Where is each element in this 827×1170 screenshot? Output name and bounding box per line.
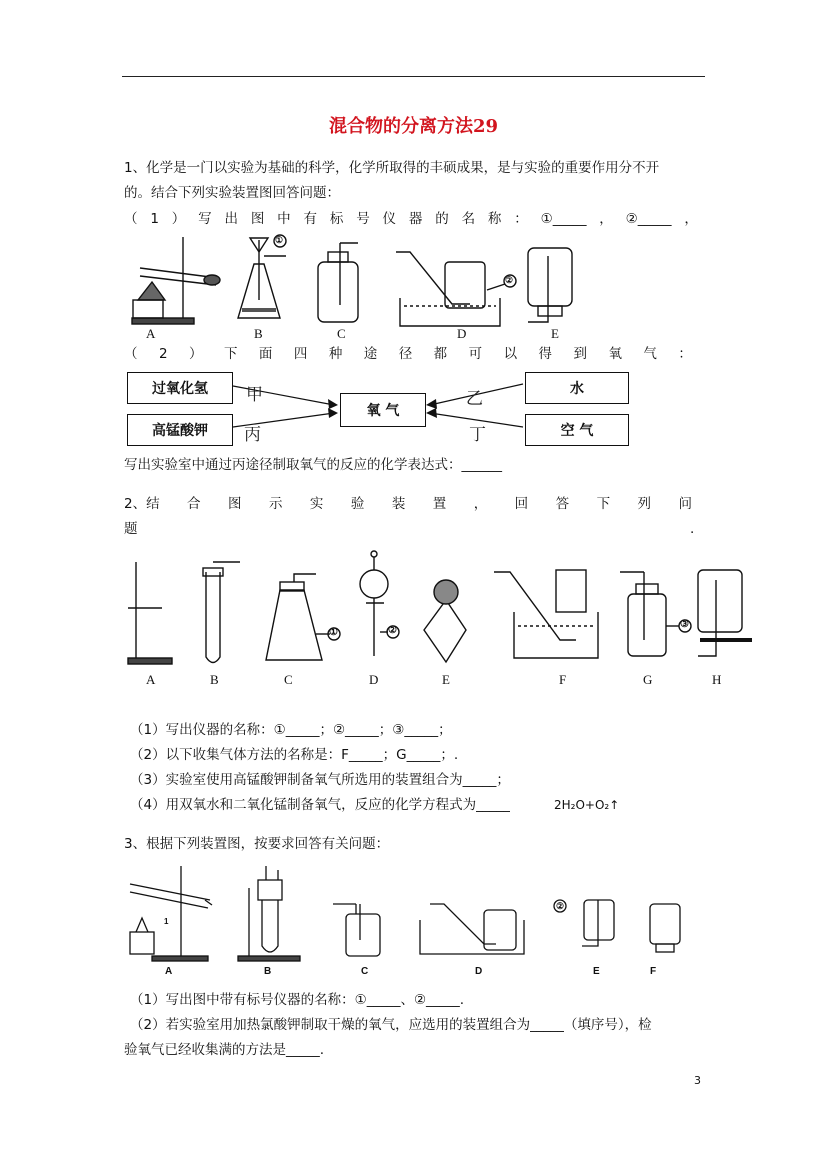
q2-line1-token: 图 [228,496,242,512]
q2-line1-token: 下 [596,496,611,512]
q1-sub2-token: 氧 [608,346,622,362]
route-bing: 丙 [244,425,261,445]
q2-line1 [124,494,692,514]
q2-item-4: （4）用双氧水和二氧化锰制备氧气，反应的化学方程式为_____ [130,797,510,813]
q1-sub1-token: 中 [277,211,291,227]
q1-sub2-token: 得 [538,346,553,362]
route-jia: 甲 [246,385,263,405]
q2-line1-token: 装 [391,496,406,512]
q1-sub1-token: ） [171,211,186,227]
q2-line1-token: 2、结 [124,496,160,512]
q3-item-2: （2）若实验室用加热氯酸钾制取干燥的氧气，应选用的装置组合为_____（填序号），检 [130,1017,652,1033]
q1-sub1-token: 标 [329,211,344,227]
q2-line1-token: 置 [432,496,447,512]
q1-sub2-token: 面 [258,346,273,362]
q1-sub2-token: 以 [503,346,518,362]
route-ding: 丁 [469,425,486,445]
q2-line1-token: ， [473,496,488,512]
q3-marker-1: 1 [164,917,169,926]
q2-fig-label-b: B [210,672,219,687]
box-air: 空 气 [525,414,629,446]
q3-fig-label-f: F [650,966,657,977]
box-oxygen: 氧 气 [340,393,426,427]
q1-sub2-token: 可 [468,346,483,362]
q1-fig-label-b: B [254,326,263,341]
q1-sub1-token: 称 [487,211,502,227]
q3-item-3: 验氧气已经收集满的方法是_____. [124,1042,325,1058]
q1-sub1-token: 出 [224,211,238,227]
q2-marker-3: ③ [680,619,689,630]
q1-sub1-token: 图 [250,211,265,227]
box-hydrogen-peroxide: 过氧化氢 [127,372,233,404]
q1-sub2-token: ） [189,346,203,362]
q1-sub2-token: （ [124,346,138,362]
q2-line2-right: . [690,521,695,537]
q1-subquestion-3: 写出实验室中通过丙途径制取氧气的反应的化学表达式：______ [124,457,502,473]
q1-sub1-token: ： [514,211,528,227]
q3-fig-label-b: B [264,966,272,977]
q3-line1: 3、根据下列装置图，按要求回答有关问题： [124,836,390,852]
q1-sub1-token: ①_____ [540,211,587,227]
q1-fig-label-a: A [146,326,156,341]
q1-sub2-token: 四 [293,346,308,362]
q2-item-1: （1）写出仪器的名称：①_____；②_____；③_____； [130,722,452,738]
q2-fig-label-e: E [442,672,450,687]
q1-sub1-token: ， [684,211,698,227]
box-potassium-permanganate: 高锰酸钾 [127,414,233,446]
q1-sub1-token: 有 [303,211,317,227]
route-yi: 乙 [466,389,483,409]
q1-sub2-token: 径 [398,346,413,362]
q3-fig-label-a: A [165,966,173,977]
q2-line1-token: 实 [309,496,324,512]
q2-line1-token: 示 [268,496,283,512]
q1-sub1-token: 器 [408,211,423,227]
q2-line2-left: 题 [124,521,138,537]
q2-item-3: （3）实验室使用高锰酸钾制备氧气所选用的装置组合为_____； [130,772,510,788]
q2-equation: 2H₂O+O₂↑ [554,798,620,812]
q1-line2: 的。结合下列实验装置图回答问题： [124,185,340,201]
q2-fig-label-a: A [146,672,156,687]
q1-marker-2: ② [505,275,514,285]
q1-line1: 1、化学是一门以实验为基础的科学，化学所取得的丰硕成果，是与实验的重要作用分不开 [124,160,660,176]
q1-sub2-token: 2 [158,346,168,362]
q2-fig-label-d: D [369,672,379,687]
q1-fig-label-d: D [457,326,467,341]
q2-fig-label-f: F [559,672,567,687]
q2-fig-label-g: G [643,672,653,687]
q2-line1-token: 回 [514,496,529,512]
box-water: 水 [525,372,629,404]
q3-fig-label-e: E [593,966,600,977]
q3-fig-label-d: D [475,966,483,977]
q3-fig-label-c: C [361,966,369,977]
q1-sub2-token: 气 [643,346,657,362]
q3-marker-2: ② [556,901,565,911]
q1-sub1-token: 写 [198,211,212,227]
q1-marker-1: ① [275,235,284,245]
q1-fig-label-c: C [337,326,346,341]
q3-item-1: （1）写出图中带有标号仪器的名称：①_____、②_____. [130,992,465,1008]
q2-line1-token: 问 [678,496,692,512]
q1-sub2-token: 途 [363,346,378,362]
q2-line1-token: 合 [187,496,201,512]
q1-sub1-token: 的 [435,211,449,227]
page-number: 3 [694,1074,701,1087]
q1-sub1-token: 1 [150,211,159,227]
q1-sub1-token: 名 [461,211,476,227]
q2-marker-1: ① [329,627,338,638]
q1-sub2-token: 都 [433,346,448,362]
q2-fig-label-h: H [712,672,722,687]
q1-sub2-token: 到 [573,346,587,362]
q1-fig-label-e: E [551,326,559,341]
q1-sub1-token: 号 [356,211,370,227]
q2-fig-label-c: C [284,672,293,687]
q2-item-2: （2）以下收集气体方法的名称是：F_____；G_____；. [130,747,459,763]
q1-sub2-token: ： [678,346,692,362]
q1-sub1-token: 仪 [382,211,397,227]
q2-line1-token: 列 [637,496,652,512]
q1-sub2-token: 种 [328,346,343,362]
q1-subquestion-2 [124,344,692,364]
q1-sub1-token: ②_____ [625,211,672,227]
q2-line1-token: 验 [350,496,365,512]
q2-marker-2: ② [388,625,397,636]
q1-sub1-token: （ [124,211,138,227]
q1-sub1-token: ， [599,211,613,227]
q2-line1-token: 答 [555,496,570,512]
page-title: 混合物的分离方法29 [328,116,499,137]
q1-sub2-token: 下 [223,346,238,362]
